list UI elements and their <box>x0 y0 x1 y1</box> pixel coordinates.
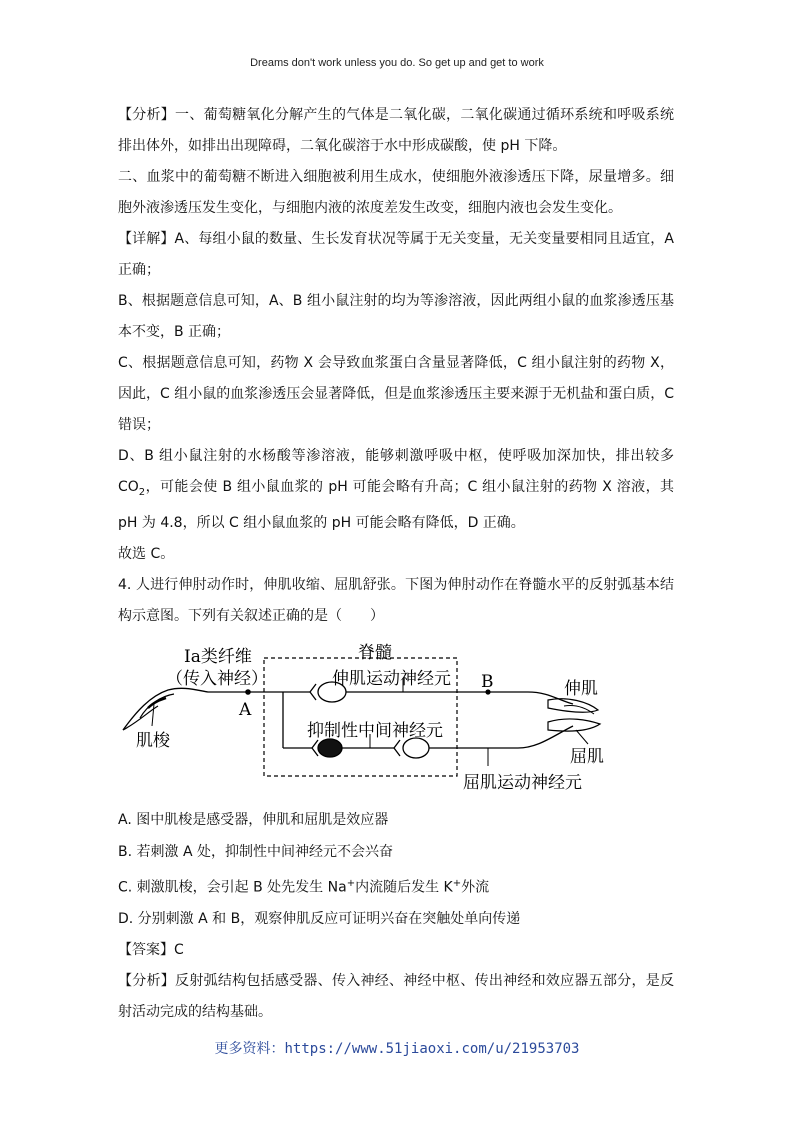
q3-analysis-1: 【分析】一、葡萄糖氧化分解产生的气体是二氧化碳，二氧化碳通过循环系统和呼吸系统排出体外，如排出出现障碍，二氧化碳溶于水中形成碳酸，使 pH 下降。 <box>118 107 674 154</box>
q3-detail-d-part1: D、B 组小鼠注射的水杨酸等渗溶液，能够刺激呼吸中枢，使呼吸加深加快，排出较多 <box>118 448 674 464</box>
label-flexor-motor-neuron: 屈肌运动神经元 <box>463 772 582 793</box>
reflex-arc-figure <box>118 638 674 798</box>
label-extensor: 伸肌 <box>564 678 598 699</box>
q4-option-c: C. 刺激肌梭，会引起 B 处先发生 Na+内流随后发生 K+外流 <box>118 877 490 896</box>
q4-answer: 【答案】C <box>118 942 184 959</box>
flexor-motor-neuron-body <box>403 738 429 758</box>
label-spinal-cord: 脊髓 <box>358 642 392 663</box>
q3-detail-d <box>118 441 674 539</box>
label-inhibitory-interneuron: 抑制性中间神经元 <box>307 720 443 741</box>
q4-stem: 4. 人进行伸肘动作时，伸肌收缩、屈肌舒张。下图为伸肘动作在脊髓水平的反射弧基本结构示意图。下列有关叙述正确的是（ ） <box>118 576 674 624</box>
co2-formula: $CO_2$ <box>118 479 146 498</box>
footer-label: 更多资料： <box>214 1041 285 1057</box>
label-ia-fiber: Ia类纤维 <box>184 646 252 667</box>
label-spindle: 肌梭 <box>136 730 170 751</box>
flexor-muscle <box>548 719 600 731</box>
q3-detail-b: B、根据题意信息可知，A、B 组小鼠注射的均为等渗溶液，因此两组小鼠的血浆渗透压基本不变，B 正确； <box>118 293 674 340</box>
footer <box>0 1038 794 1058</box>
label-point-a: A <box>239 699 252 720</box>
synapse-extensor <box>310 684 316 700</box>
q4-option-d: D. 分别刺激 A 和 B，观察伸肌反应可证明兴奋在突触处单向传递 <box>118 911 521 928</box>
flexor-efferent <box>429 726 573 748</box>
q4-option-a: A. 图中肌梭是感受器，伸肌和屈肌是效应器 <box>118 811 389 828</box>
q3-conclusion: 故选 C。 <box>118 545 175 562</box>
q3-analysis-2: 二、血浆中的葡萄糖不断进入细胞被利用生成水，使细胞外液渗透压下降，尿量增多。细胞外液渗透压发生变化，与细胞内液的浓度差发生改变，细胞内液也会发生变化。 <box>118 169 674 216</box>
label-afferent: （传入神经） <box>166 668 268 689</box>
document-body <box>118 100 674 1028</box>
point-a-dot <box>245 689 251 695</box>
label-flexor: 屈肌 <box>570 746 604 767</box>
q3-detail-d-part2: ，可能会使 B 组小鼠血浆的 pH 可能会略有升高；C 组小鼠注射的药物 X 溶液，其 pH 为 4.8，所以 C 组小鼠血浆的 pH 可能会略有降低，D 正确。 <box>118 479 674 531</box>
header-motto: Dreams don't work unless you do. So get up and get to work <box>250 57 544 69</box>
inhibitory-interneuron-body <box>318 739 342 757</box>
extensor-efferent <box>346 692 573 704</box>
label-extensor-motor-neuron: 伸肌运动神经元 <box>332 668 451 689</box>
spindle-pointer <box>152 704 154 726</box>
footer-link[interactable]: https://www.51jiaoxi.com/u/21953703 <box>284 1041 580 1057</box>
q4-option-b: B. 若刺激 A 处，抑制性中间神经元不会兴奋 <box>118 843 393 860</box>
synapse-inhibitory <box>312 740 318 756</box>
q4-analysis: 【分析】反射弧结构包括感受器、传入神经、神经中枢、传出神经和效应器五部分，是反射活动完成的结构基础。 <box>118 973 674 1021</box>
q3-detail-a: 【详解】A、每组小鼠的数量、生长发育状况等属于无关变量，无关变量要相同且适宜，A 正确； <box>118 231 674 278</box>
synapse-flexor <box>394 740 400 756</box>
q3-detail-c: C、根据题意信息可知，药物 X 会导致血浆蛋白含量显著降低，C 组小鼠注射的药物 X，因此，C 组小鼠的血浆渗透压会显著降低，但是血浆渗透压主要来源于无机盐和蛋白质，C 错误； <box>118 355 674 433</box>
label-point-b: B <box>481 671 494 692</box>
